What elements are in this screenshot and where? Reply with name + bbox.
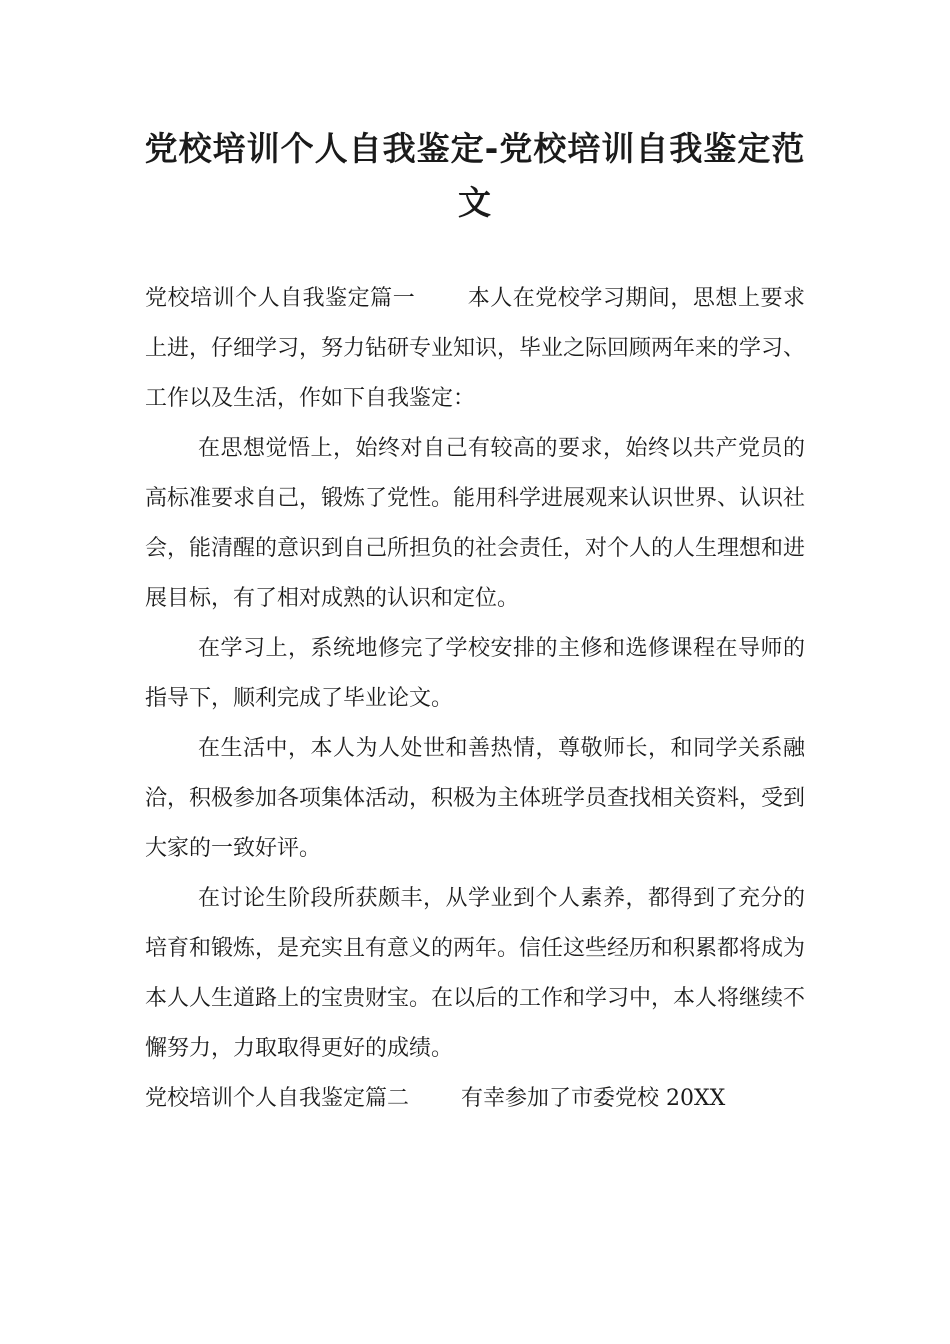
paragraph-2: 在思想觉悟上，始终对自己有较高的要求，始终以共产党员的高标准要求自己，锻炼了党性。能用科学进展观来认识世界、认识社会，能清醒的意识到自己所担负的社会责任，对个人的人生理想和进展目标，有了相对成熟的认识和定位。 [145,436,806,611]
paragraph-4: 在生活中，本人为人处世和善热情，尊敬师长，和同学关系融洽，积极参加各项集体活动，积极为主体班学员查找相关资料，受到大家的一致好评。 [145,736,806,861]
section-heading-2: 党校培训个人自我鉴定篇二 [145,1086,410,1111]
document-title: 党校培训个人自我鉴定-党校培训自我鉴定范文 [144,129,806,222]
paragraph-text-1: 本人在党校学习期间，思想上要求上进，仔细学习，努力钻研专业知识，毕业之际回顾两年来的学习、工作以及生活，作如下自我鉴定： [145,286,806,411]
paragraph-5: 在讨论生阶段所获颇丰，从学业到个人素养，都得到了充分的培育和锻炼，是充实且有意义的两年。信任这些经历和积累都将成为本人人生道路上的宝贵财宝。在以后的工作和学习中，本人将继续不懈努力，力取取得更好的成绩。 [145,886,806,1061]
paragraph-1 [145,274,805,424]
section-heading-1: 党校培训个人自我鉴定篇一 [145,286,416,311]
paragraph-6 [145,1074,805,1124]
document-body [145,274,805,1124]
paragraph-3: 在学习上，系统地修完了学校安排的主修和选修课程在导师的指导下，顺利完成了毕业论文。 [145,636,805,711]
paragraph-text-6: 有幸参加了市委党校 20XX [461,1086,726,1111]
document-page [145,0,805,1344]
